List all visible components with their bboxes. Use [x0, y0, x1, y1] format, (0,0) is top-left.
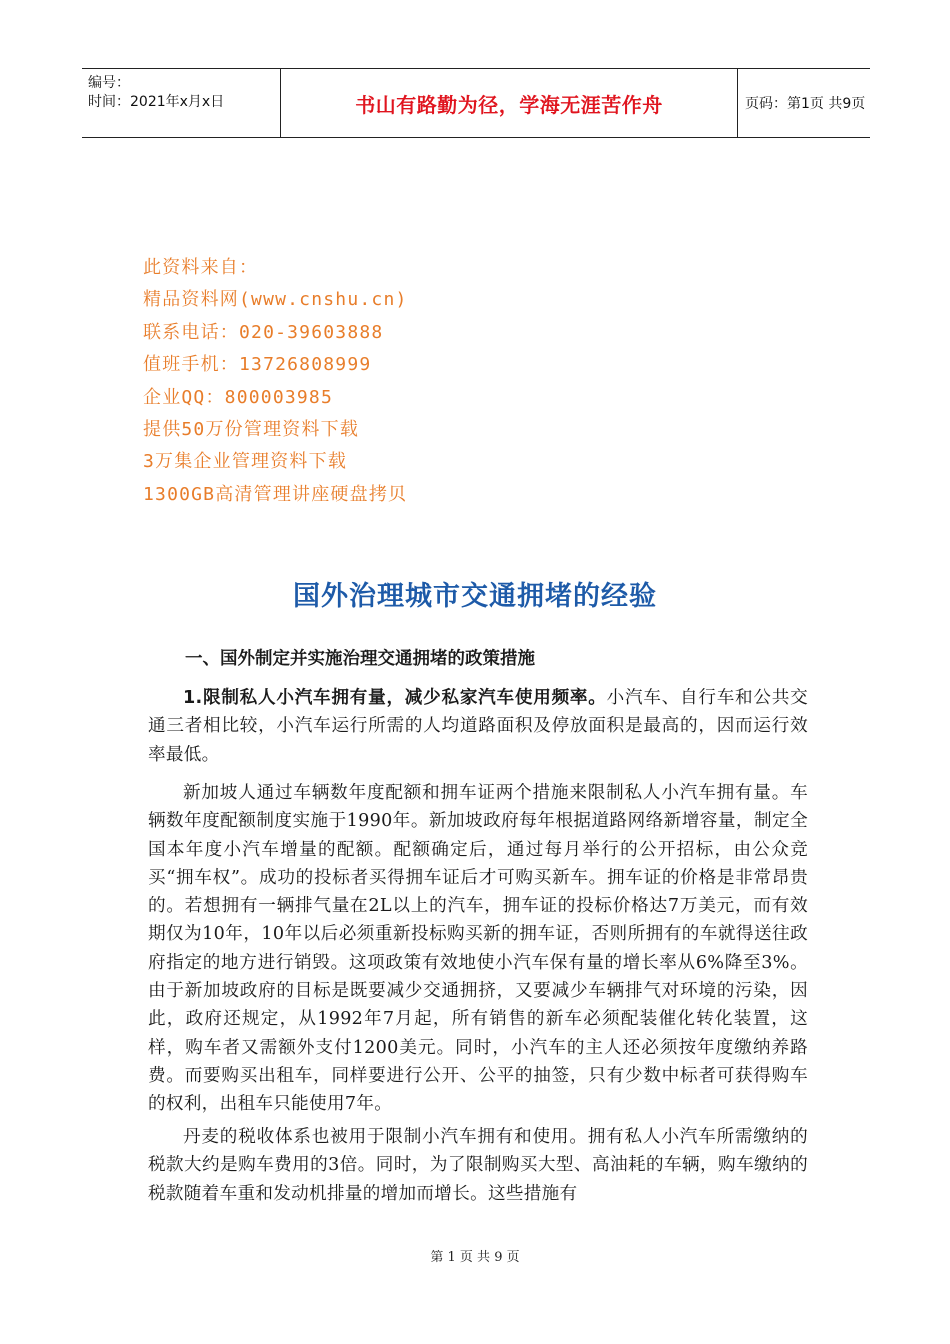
paragraph-lead: 1.限制私人小汽车拥有量，减少私家汽车使用频率。 — [183, 688, 607, 708]
paragraph-text: 小汽车、自行车和公共交通三者相比较，小汽车运行所需的人均道路面积及停放面积是最高的，因而运行效率最低。 — [148, 688, 808, 765]
source-line: 提供50万份管理资料下载 — [143, 418, 360, 440]
code-label: 编号： — [88, 75, 130, 91]
paragraph: 新加坡人通过车辆数年度配额和拥车证两个措施来限制私人小汽车拥有量。车辆数年度配额制度实施于1990年。新加坡政府每年根据道路网络新增容量，制定全国本年度小汽车增量的配额。配额确定后，通过每月举行的公开招标，由公众竞买“拥车权”。成功的投标者买得拥车证后才可购买新车。拥车证的价格是非常昂贵的。若想拥有一辆排气量在2L以上的汽车，拥车证的投标价格达7万美元，而有效期仅为10年，10年以后必须重新投标购买新的拥车证，否则所拥有的车就得送往政府指定的地方进行销毁。这项政策有效地使小汽车保有量的增长率从6%降至3%。由于新加坡政府的目标是既要减少交通拥挤，又要减少车辆排气对环境的污染，因此，政府还规定，从1992年7月起，所有销售的新车必须配装催化转化装置，这样，购车者又需额外支付1200美元。同时，小汽车的主人还必须按年度缴纳养路费。而要购买出租车，同样要进行公开、公平的抽签，只有少数中标者可获得购车的权利，出租车只能使用7年。 — [148, 783, 808, 1115]
page-info: 页码：第1页 共9页 — [745, 96, 866, 112]
source-line: 精品资料网(www.cnshu.cn) — [143, 289, 408, 311]
source-line: 联系电话：020-39603888 — [143, 321, 384, 343]
header-motto-cell — [280, 69, 738, 137]
source-line: 此资料来自： — [143, 257, 259, 278]
header-meta-cell — [82, 69, 280, 137]
source-line: 1300GB高清管理讲座硬盘拷贝 — [143, 483, 408, 505]
document-title: 国外治理城市交通拥堵的经验 — [293, 581, 657, 612]
page-footer: 第 1 页 共 9 页 — [430, 1250, 520, 1265]
paragraph: 丹麦的税收体系也被用于限制小汽车拥有和使用。拥有私人小汽车所需缴纳的税款大约是购车费用的3倍。同时，为了限制购买大型、高油耗的车辆，购车缴纳的税款随着车重和发动机排量的增加而增长。这些措施有 — [148, 1127, 808, 1204]
source-info-block — [143, 252, 408, 511]
section-heading: 一、国外制定并实施治理交通拥堵的政策措施 — [185, 649, 535, 669]
header-table — [82, 68, 870, 138]
motto-text: 书山有路勤为径，学海无涯苦作舟 — [355, 92, 663, 117]
date-label: 时间：2021年x月x日 — [88, 94, 225, 110]
source-line: 企业QQ：800003985 — [143, 386, 334, 408]
paragraph — [148, 684, 808, 769]
source-line: 3万集企业管理资料下载 — [143, 451, 348, 473]
source-line: 值班手机：13726808999 — [143, 354, 372, 376]
